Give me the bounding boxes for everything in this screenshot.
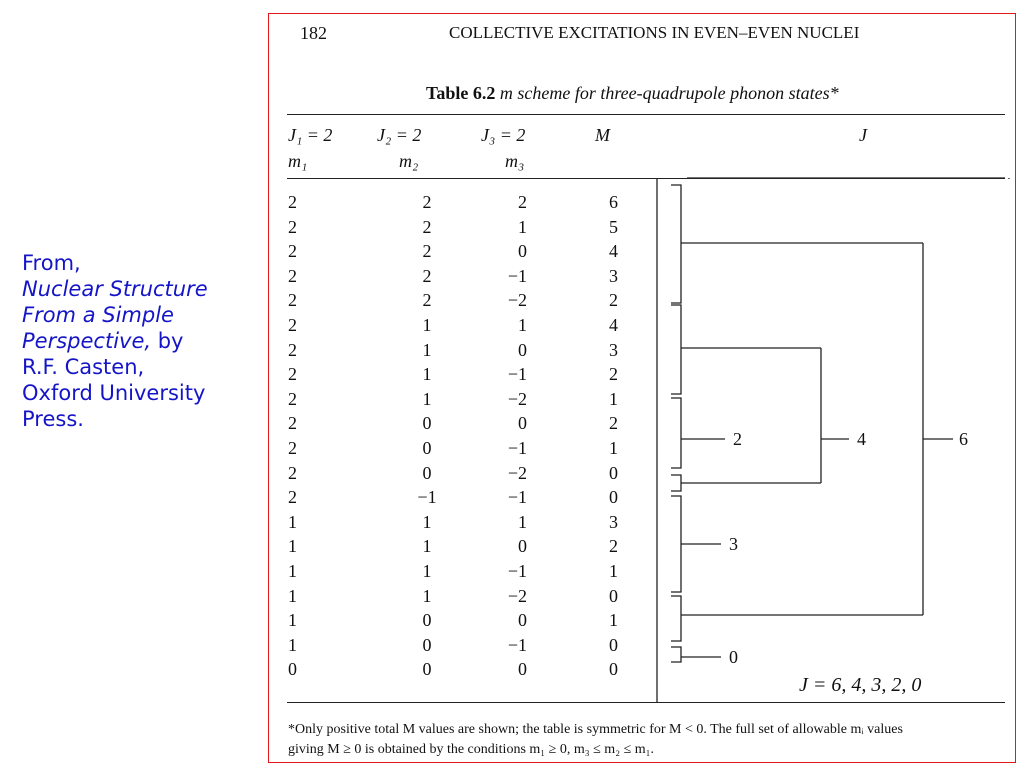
cell-m1: 2 (288, 315, 297, 335)
cell-m2: 0 (422, 634, 432, 655)
diagram-label-j6: 6 (959, 429, 968, 449)
cell-m2: 1 (422, 364, 432, 385)
cell-m2: 0 (422, 462, 432, 483)
cell-m2: 2 (422, 192, 432, 212)
header-j: J (859, 125, 867, 145)
cell-m3: −1 (507, 364, 527, 385)
cell-m1: 2 (288, 216, 297, 237)
cell-m3: −2 (507, 388, 527, 409)
bracket-a (671, 185, 681, 303)
header-m: M (595, 125, 610, 145)
cell-m2: 0 (422, 438, 432, 458)
header-j1: J₁ = 2 (288, 125, 333, 145)
cell-M: 0 (609, 487, 618, 508)
cell-m1: 2 (288, 462, 297, 483)
cell-m1: 2 (288, 364, 297, 385)
cell-m3: 1 (518, 216, 527, 237)
cell-m1: 2 (288, 290, 297, 311)
cell-M: 0 (609, 634, 618, 655)
header-j3: J₃ = 2 (481, 125, 526, 145)
cell-m1: 2 (288, 438, 297, 458)
cell-M: 0 (609, 462, 618, 483)
header-m2: m₂ (399, 151, 419, 171)
cell-M: 0 (609, 585, 618, 606)
bracket-b (671, 305, 681, 394)
cell-M: 4 (609, 241, 618, 262)
cell-m1: 2 (288, 192, 297, 212)
cell-m3: −2 (507, 290, 527, 311)
bracket-f (671, 596, 681, 641)
cell-m3: −2 (507, 462, 527, 483)
cell-M: 3 (609, 339, 618, 360)
diagram-label-j3: 3 (729, 534, 738, 554)
citation-note (22, 250, 262, 432)
citation-from: From, (22, 251, 81, 275)
cell-m3: −2 (507, 585, 527, 606)
header-m1: m₁ (288, 151, 308, 171)
cell-m3: 0 (518, 536, 527, 557)
scanned-page (268, 13, 1016, 763)
bracket-g (671, 647, 681, 662)
cell-m2: 0 (422, 413, 432, 434)
cell-m3: −1 (507, 265, 527, 286)
cell-M: 1 (609, 561, 618, 581)
cell-m3: 0 (518, 241, 527, 262)
cell-M: 6 (609, 192, 618, 212)
table-label: Table 6.2 (426, 83, 496, 103)
cell-m2: 0 (422, 659, 432, 680)
bracket-c (671, 398, 681, 468)
citation-by: by (151, 329, 184, 353)
cell-m3: −1 (507, 487, 527, 508)
cell-m3: 1 (518, 315, 527, 335)
cell-m1: 1 (288, 536, 297, 557)
cell-m1: 2 (288, 265, 297, 286)
table-bottom-rule (287, 702, 1005, 703)
header-j2: J₂ = 2 (377, 125, 422, 145)
cell-M: 2 (609, 413, 618, 434)
cell-m1: 1 (288, 585, 297, 606)
cell-m1: 2 (288, 388, 297, 409)
cell-m3: 0 (518, 610, 527, 631)
cell-m3: 0 (518, 659, 527, 680)
diagram-label-j4: 4 (857, 429, 866, 449)
cell-m2: 1 (422, 388, 432, 409)
cell-m2: 1 (422, 315, 432, 335)
cell-m2: 1 (422, 511, 432, 532)
citation-title-line3: Perspective, (22, 329, 152, 353)
cell-m1: 1 (288, 511, 297, 532)
cell-m2: 2 (422, 290, 432, 311)
cell-M: 1 (609, 438, 618, 458)
cell-m1: 2 (288, 339, 297, 360)
cell-m1: 2 (288, 413, 297, 434)
citation-title-line1: Nuclear Structure (22, 277, 208, 301)
j-summary: J = 6, 4, 3, 2, 0 (799, 674, 922, 696)
cell-M: 3 (609, 265, 618, 286)
diagram-label-j2: 2 (733, 429, 742, 449)
cell-m2: 2 (422, 265, 432, 286)
footnote-line1: *Only positive total M values are shown; the table is symmetric for M < 0. The full set of allowable mᵢ values (288, 722, 903, 737)
cell-m2: 1 (422, 561, 432, 581)
cell-M: 2 (609, 290, 618, 311)
cell-m3: 0 (518, 413, 527, 434)
cell-m1: 0 (288, 659, 297, 680)
page-number: 182 (300, 23, 327, 43)
cell-m3: 1 (518, 511, 527, 532)
cell-m1: 1 (288, 634, 297, 655)
citation-title-line2: From a Simple (22, 303, 174, 327)
citation-author: R.F. Casten, (22, 355, 145, 379)
cell-m1: 2 (288, 241, 297, 262)
header-m3: m₃ (505, 151, 525, 171)
footnote-line2: giving M ≥ 0 is obtained by the conditions m₁ ≥ 0, m₃ ≤ m₂ ≤ m₁. (288, 742, 655, 757)
cell-M: 5 (609, 216, 618, 237)
cell-m2: 2 (422, 216, 432, 237)
coupling-diagram (269, 14, 1016, 714)
cell-m3: −1 (507, 634, 527, 655)
cell-M: 0 (609, 659, 618, 680)
cell-m1: 1 (288, 561, 297, 581)
cell-m1: 2 (288, 487, 297, 508)
citation-publisher-line2: Press. (22, 407, 84, 431)
running-head: COLLECTIVE EXCITATIONS IN EVEN–EVEN NUCLEI (449, 23, 860, 42)
bracket-e (671, 496, 681, 592)
cell-m3: 0 (518, 339, 527, 360)
cell-M: 1 (609, 610, 618, 631)
cell-M: 3 (609, 511, 618, 532)
cell-M: 4 (609, 315, 618, 335)
citation-publisher-line1: Oxford University (22, 381, 206, 405)
diagram-label-j0: 0 (729, 647, 738, 667)
cell-m2: 2 (422, 241, 432, 262)
cell-m2: 1 (422, 339, 432, 360)
cell-M: 2 (609, 364, 618, 385)
cell-m2: 0 (422, 610, 432, 631)
cell-m3: −1 (507, 438, 527, 458)
cell-M: 1 (609, 388, 618, 409)
cell-m2: −1 (417, 487, 437, 508)
bracket-d (671, 475, 681, 491)
cell-M: 2 (609, 536, 618, 557)
cell-m2: 1 (422, 585, 432, 606)
footnote (288, 720, 1016, 760)
cell-m2: 1 (422, 536, 432, 557)
table-title: m scheme for three-quadrupole phonon states* (499, 83, 839, 103)
cell-m1: 1 (288, 610, 297, 631)
cell-m3: 2 (518, 192, 527, 212)
cell-m3: −1 (507, 561, 527, 581)
